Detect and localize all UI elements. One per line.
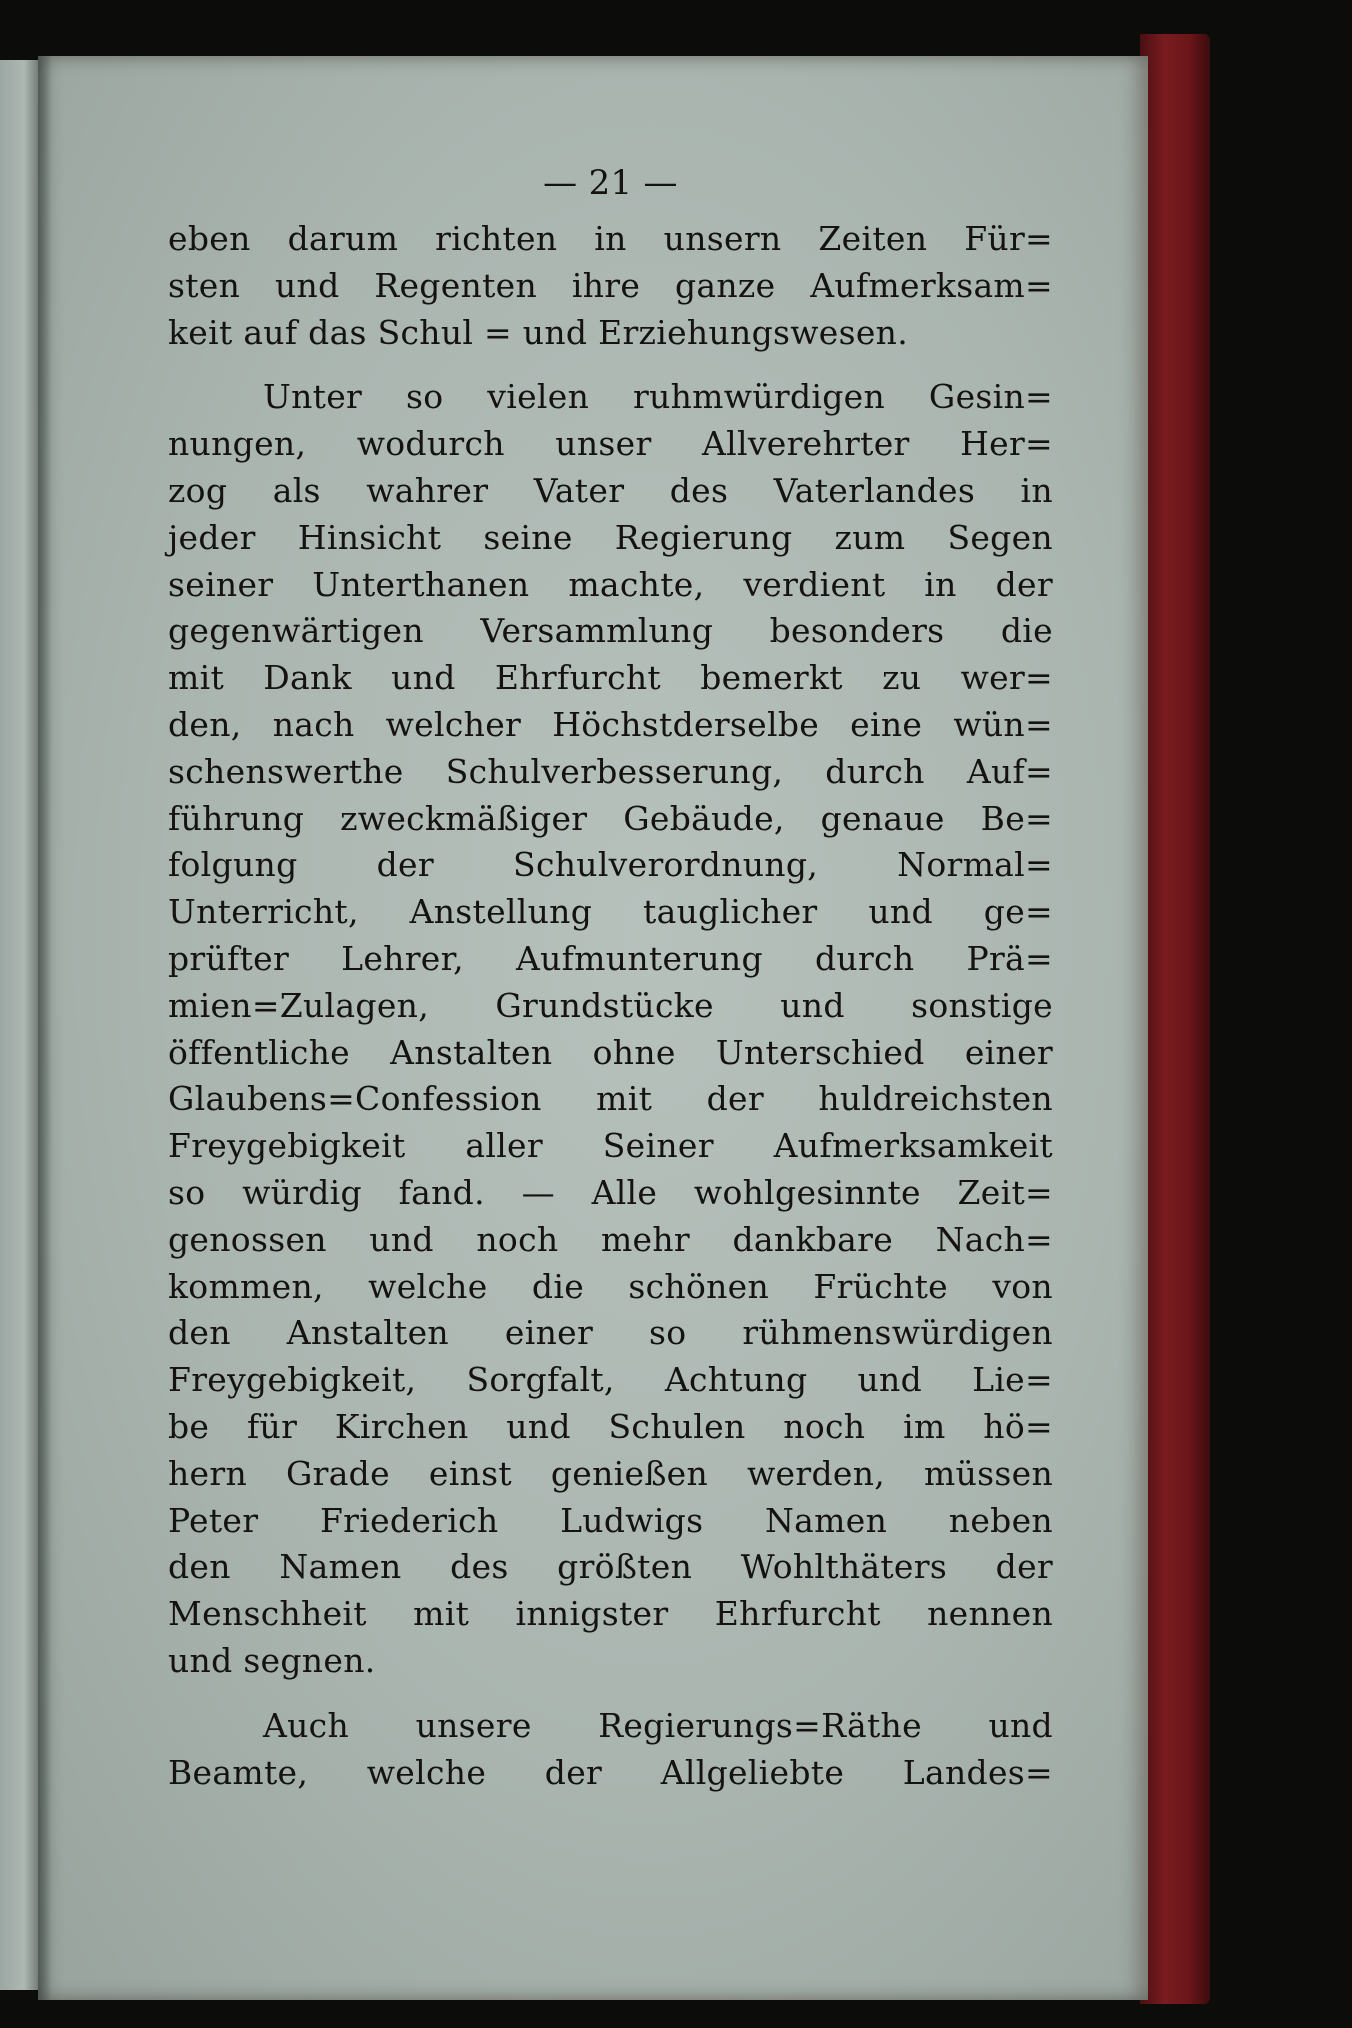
word: und bbox=[857, 1360, 923, 1400]
word: gegenwärtigen bbox=[168, 611, 424, 651]
word: Vater bbox=[533, 470, 625, 510]
word: Gebäude, bbox=[623, 798, 785, 838]
word: durch bbox=[825, 751, 925, 791]
word: Unterricht, bbox=[168, 892, 359, 932]
word: in bbox=[1020, 470, 1053, 510]
word: zu bbox=[882, 658, 922, 698]
word: Friederich bbox=[319, 1500, 499, 1540]
word: würdig bbox=[242, 1172, 362, 1212]
word: Auf= bbox=[966, 751, 1053, 791]
word: den bbox=[168, 1313, 231, 1353]
word: so bbox=[649, 1313, 687, 1353]
paragraph-gap bbox=[168, 356, 1053, 374]
word: kommen, bbox=[168, 1266, 324, 1306]
word: Sorgfalt, bbox=[466, 1360, 615, 1400]
word: Anstalten bbox=[390, 1032, 553, 1072]
text-line bbox=[168, 1451, 1053, 1498]
text-line bbox=[168, 1357, 1053, 1404]
word: Schulverordnung, bbox=[513, 845, 819, 885]
word: hern bbox=[168, 1453, 248, 1493]
word: hö= bbox=[983, 1406, 1053, 1446]
word: Unterthanen bbox=[312, 564, 530, 604]
word: einer bbox=[964, 1032, 1053, 1072]
word: des bbox=[450, 1547, 509, 1587]
text-line bbox=[168, 562, 1053, 609]
word: den bbox=[168, 1547, 231, 1587]
word: rühmenswürdigen bbox=[742, 1313, 1053, 1353]
word: wohlgesinnte bbox=[693, 1172, 921, 1212]
word: Aufmunterung bbox=[515, 938, 763, 978]
word: Grundstücke bbox=[495, 985, 714, 1025]
word: Namen bbox=[765, 1500, 888, 1540]
word: der bbox=[995, 1547, 1053, 1587]
word: Zeit= bbox=[957, 1172, 1053, 1212]
word: mit bbox=[168, 658, 225, 698]
word: Schulverbesserung, bbox=[445, 751, 784, 791]
word: noch bbox=[783, 1406, 866, 1446]
word: sonstige bbox=[911, 985, 1053, 1025]
text-line bbox=[168, 842, 1053, 889]
word: aller bbox=[465, 1126, 543, 1166]
left-page-edge bbox=[0, 60, 40, 1990]
word: sten bbox=[168, 265, 241, 305]
word: die bbox=[531, 1266, 585, 1306]
word: Schulen bbox=[608, 1406, 746, 1446]
word: Allverehrter bbox=[701, 424, 910, 464]
word: Freygebigkeit bbox=[168, 1126, 406, 1166]
text-line bbox=[168, 374, 1053, 421]
text-line bbox=[168, 702, 1053, 749]
word: machte, bbox=[568, 564, 705, 604]
text-line bbox=[168, 1544, 1053, 1591]
word: — bbox=[521, 1172, 555, 1212]
word: genossen bbox=[168, 1219, 327, 1259]
word: mehr bbox=[600, 1219, 690, 1259]
word: Aufmerksam= bbox=[810, 265, 1053, 305]
word: Peter bbox=[168, 1500, 259, 1540]
text-line: keit auf das Schul = und Erziehungswesen. bbox=[168, 312, 909, 352]
word: Unterschied bbox=[715, 1032, 925, 1072]
word: als bbox=[272, 470, 321, 510]
word: Vaterlandes bbox=[773, 470, 976, 510]
word: Lie= bbox=[972, 1360, 1053, 1400]
text-line bbox=[168, 1404, 1053, 1451]
word: die bbox=[1000, 611, 1053, 651]
word: den, bbox=[168, 704, 242, 744]
text-line bbox=[168, 983, 1053, 1030]
paragraph-2 bbox=[168, 374, 1053, 1684]
word: dankbare bbox=[732, 1219, 894, 1259]
word: und bbox=[274, 265, 340, 305]
word: Achtung bbox=[664, 1360, 808, 1400]
word: unsern bbox=[663, 219, 782, 258]
word: und bbox=[988, 1705, 1053, 1745]
word: Wohlthäters bbox=[740, 1547, 948, 1587]
text-line bbox=[168, 1123, 1053, 1170]
word: schenswerthe bbox=[168, 751, 404, 791]
text-line bbox=[168, 1498, 1053, 1545]
word: einst bbox=[428, 1453, 512, 1493]
word: ganze bbox=[674, 265, 776, 305]
word: eben bbox=[168, 219, 251, 258]
word: zweckmäßiger bbox=[340, 798, 588, 838]
word: wer= bbox=[960, 658, 1053, 698]
word: Aufmerksamkeit bbox=[773, 1126, 1053, 1166]
word: Früchte bbox=[813, 1266, 948, 1306]
word: mien=Zulagen, bbox=[168, 985, 429, 1025]
red-cover-board bbox=[1140, 34, 1210, 2004]
text-line bbox=[168, 1310, 1053, 1357]
word: Zeiten bbox=[818, 219, 928, 258]
word: Regenten bbox=[374, 265, 538, 305]
word: mit bbox=[596, 1079, 653, 1119]
word: seine bbox=[483, 517, 573, 557]
word: schönen bbox=[628, 1266, 770, 1306]
word: der bbox=[706, 1079, 764, 1119]
text-line bbox=[168, 1703, 1053, 1750]
text-line bbox=[168, 655, 1053, 702]
word: Beamte, bbox=[168, 1752, 309, 1792]
word: Glaubens=Confession bbox=[168, 1079, 542, 1119]
word: größten bbox=[557, 1547, 693, 1587]
word: Freygebigkeit, bbox=[168, 1360, 417, 1400]
word: im bbox=[903, 1406, 946, 1446]
word: Gesin= bbox=[928, 377, 1053, 417]
word: so bbox=[406, 377, 444, 417]
word: ihre bbox=[571, 265, 641, 305]
word: Her= bbox=[960, 424, 1053, 464]
word: ge= bbox=[983, 892, 1053, 932]
word: Dank bbox=[263, 658, 352, 698]
word: genießen bbox=[550, 1453, 709, 1493]
word: tauglicher bbox=[643, 892, 818, 932]
text-line bbox=[168, 1170, 1053, 1217]
word: für bbox=[247, 1406, 298, 1446]
word: wodurch bbox=[356, 424, 505, 464]
word: Unter bbox=[263, 377, 363, 417]
word: seiner bbox=[168, 564, 274, 604]
word: Menschheit bbox=[168, 1594, 367, 1634]
word: und bbox=[780, 985, 845, 1025]
word: Anstellung bbox=[409, 892, 593, 932]
word: zog bbox=[168, 470, 228, 510]
word: werden, bbox=[747, 1453, 886, 1493]
paragraph-3 bbox=[168, 1703, 1053, 1797]
word: Ehrfurcht bbox=[494, 658, 661, 698]
word: Seiner bbox=[602, 1126, 714, 1166]
word: Regierung bbox=[614, 517, 793, 557]
paragraph-1 bbox=[168, 216, 1053, 356]
word: nennen bbox=[927, 1594, 1053, 1634]
word: vielen bbox=[487, 377, 590, 417]
word: mit bbox=[413, 1594, 470, 1634]
word: Kirchen bbox=[334, 1406, 469, 1446]
word: Grade bbox=[285, 1453, 390, 1493]
word: und bbox=[506, 1406, 571, 1446]
text-line bbox=[168, 1076, 1053, 1123]
text-line bbox=[168, 468, 1053, 515]
word: nungen, bbox=[168, 424, 307, 464]
word: Landes= bbox=[902, 1752, 1053, 1792]
word: und bbox=[391, 658, 456, 698]
word: des bbox=[669, 470, 729, 510]
page-number: — 21 — bbox=[543, 163, 678, 203]
word: in bbox=[924, 564, 957, 604]
word: besonders bbox=[769, 611, 945, 651]
word: prüfter bbox=[168, 938, 290, 978]
word: Lehrer, bbox=[341, 938, 464, 978]
word: unsere bbox=[415, 1705, 532, 1745]
word: Prä= bbox=[966, 938, 1053, 978]
word: Versammlung bbox=[480, 611, 714, 651]
word: neben bbox=[948, 1500, 1053, 1540]
text-line bbox=[168, 216, 1053, 263]
text-line bbox=[168, 1264, 1053, 1311]
word: Ludwigs bbox=[560, 1500, 704, 1540]
word: ohne bbox=[592, 1032, 676, 1072]
word: Anstalten bbox=[286, 1313, 449, 1353]
text-line bbox=[168, 515, 1053, 562]
word: Nach= bbox=[935, 1219, 1053, 1259]
paragraph-gap bbox=[168, 1685, 1053, 1703]
word: Be= bbox=[980, 798, 1053, 838]
word: darum bbox=[287, 219, 399, 258]
word: noch bbox=[476, 1219, 559, 1259]
word: Segen bbox=[947, 517, 1053, 557]
word: welche bbox=[368, 1266, 488, 1306]
text-line bbox=[168, 421, 1053, 468]
word: Ehrfurcht bbox=[714, 1594, 881, 1634]
word: der bbox=[376, 845, 434, 885]
word: richten bbox=[435, 219, 558, 258]
word: von bbox=[992, 1266, 1053, 1306]
text-line bbox=[168, 1030, 1053, 1077]
word: Regierungs=Räthe bbox=[598, 1705, 922, 1745]
word: Allgeliebte bbox=[660, 1752, 845, 1792]
word: unser bbox=[555, 424, 652, 464]
word: müssen bbox=[924, 1453, 1053, 1493]
text-line: und segnen. bbox=[168, 1640, 376, 1680]
word: innigster bbox=[515, 1594, 669, 1634]
text-line bbox=[168, 608, 1053, 655]
word: führung bbox=[168, 798, 305, 838]
word: und bbox=[369, 1219, 434, 1259]
text-line bbox=[168, 749, 1053, 796]
word: Alle bbox=[591, 1172, 658, 1212]
text-line bbox=[168, 796, 1053, 843]
word: Namen bbox=[279, 1547, 402, 1587]
word: verdient bbox=[743, 564, 886, 604]
word: Normal= bbox=[897, 845, 1053, 885]
text-line bbox=[168, 1750, 1053, 1797]
text-line bbox=[168, 1591, 1053, 1638]
text-line bbox=[168, 889, 1053, 936]
word: genaue bbox=[820, 798, 945, 838]
word: jeder bbox=[168, 517, 256, 557]
word: Höchstderselbe bbox=[552, 704, 820, 744]
word: welche bbox=[366, 1752, 487, 1792]
word: bemerkt bbox=[700, 658, 843, 698]
word: einer bbox=[504, 1313, 594, 1353]
word: Für= bbox=[964, 219, 1053, 258]
word: wahrer bbox=[366, 470, 489, 510]
text-line bbox=[168, 1217, 1053, 1264]
text-line bbox=[168, 936, 1053, 983]
word: zum bbox=[834, 517, 906, 557]
word: folgung bbox=[168, 845, 298, 885]
word: so bbox=[168, 1172, 206, 1212]
word: be bbox=[168, 1406, 210, 1446]
word: öffentliche bbox=[168, 1032, 351, 1072]
word: wün= bbox=[953, 704, 1053, 744]
word: Auch bbox=[263, 1705, 350, 1745]
word: eine bbox=[850, 704, 923, 744]
word: und bbox=[868, 892, 933, 932]
text-line bbox=[168, 263, 1053, 310]
word: nach bbox=[272, 704, 355, 744]
word: ruhmwürdigen bbox=[633, 377, 886, 417]
word: fand. bbox=[398, 1172, 485, 1212]
word: der bbox=[995, 564, 1053, 604]
word: huldreichsten bbox=[818, 1079, 1053, 1119]
word: durch bbox=[814, 938, 915, 978]
page-gutter-shadow bbox=[38, 56, 52, 2000]
word: in bbox=[594, 219, 627, 258]
text-block bbox=[168, 160, 1053, 1796]
word: Hinsicht bbox=[297, 517, 442, 557]
word: der bbox=[544, 1752, 603, 1792]
word: welcher bbox=[385, 704, 522, 744]
